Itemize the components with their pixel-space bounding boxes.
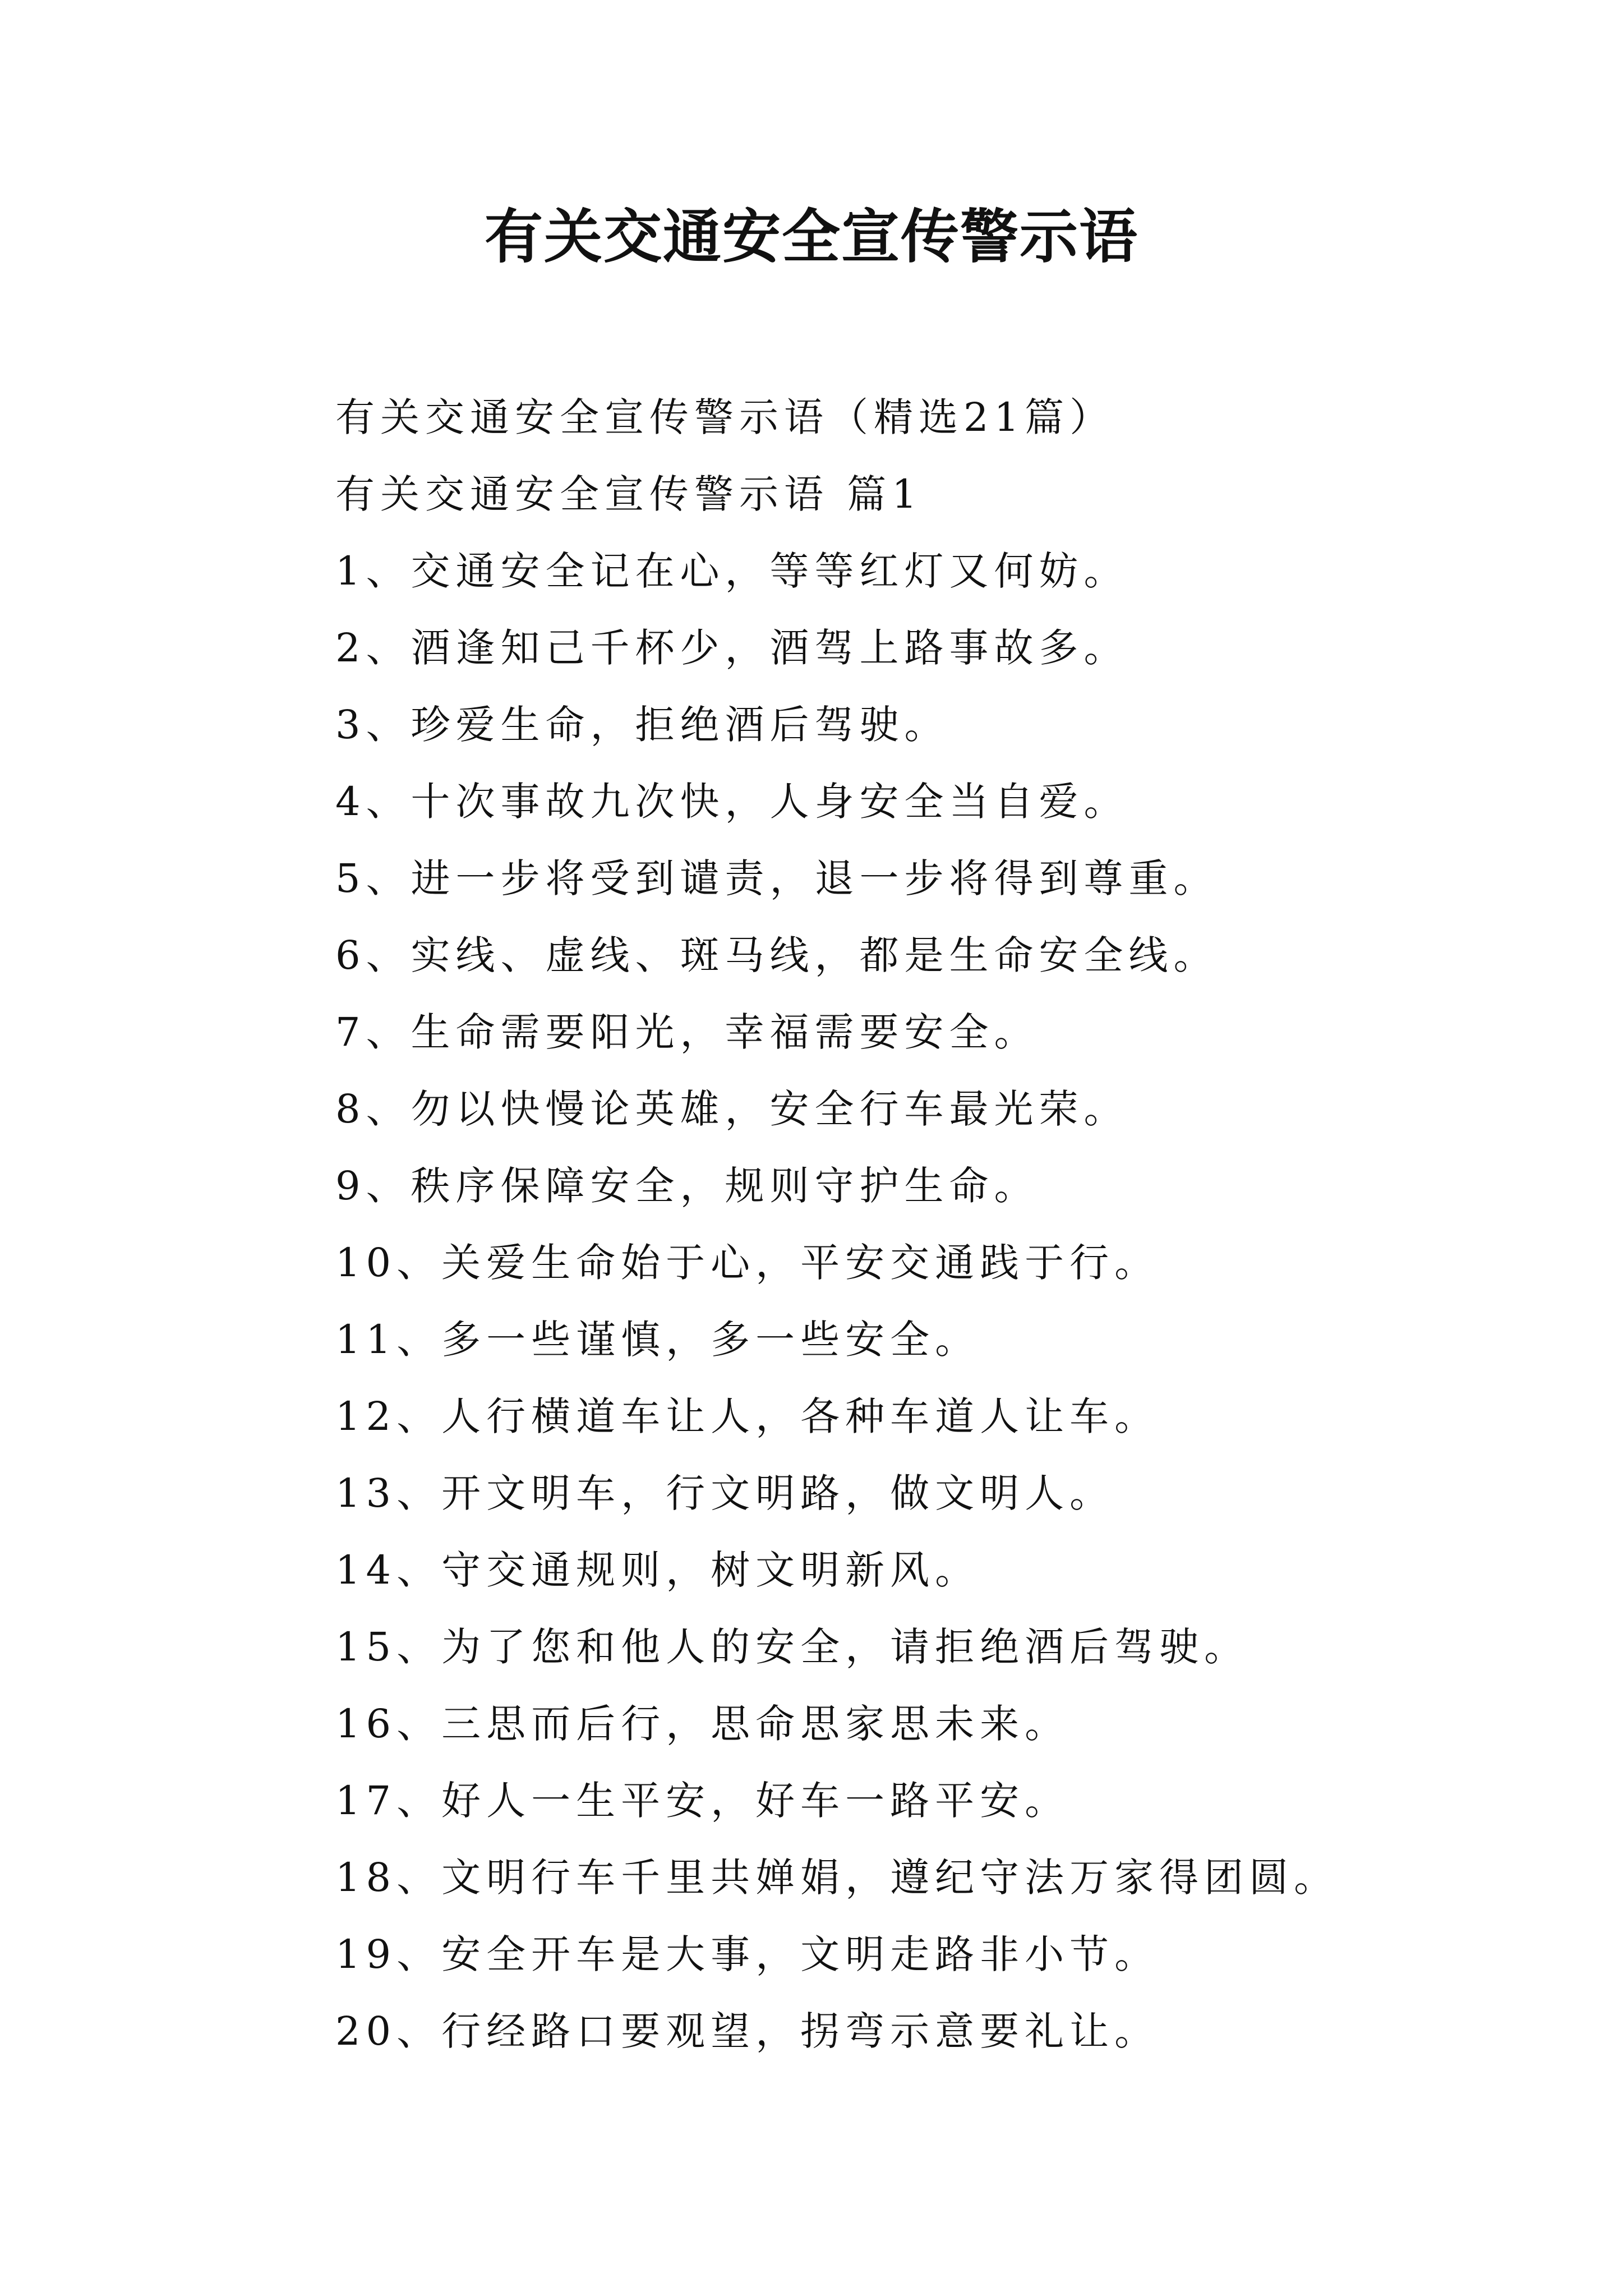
slogan-item-11: 11、多一些谨慎，多一些安全。 xyxy=(335,1317,980,1363)
slogan-item-2: 2、酒逢知己千杯少，酒驾上路事故多。 xyxy=(335,625,1129,671)
slogan-item-16: 16、三思而后行，思命思家思未来。 xyxy=(335,1701,1070,1747)
slogan-item-7: 7、生命需要阳光，幸福需要安全。 xyxy=(335,1009,1039,1055)
slogan-item-6: 6、实线、虚线、斑马线，都是生命安全线。 xyxy=(335,932,1219,978)
slogan-item-4: 4、十次事故九次快，人身安全当自爱。 xyxy=(335,779,1129,825)
slogan-item-13: 13、开文明车，行文明路，做文明人。 xyxy=(335,1470,1115,1516)
document-body xyxy=(335,379,1569,2070)
slogan-item-20: 20、行经路口要观望，拐弯示意要礼让。 xyxy=(335,2008,1160,2054)
slogan-item-19: 19、安全开车是大事，文明走路非小节。 xyxy=(335,1931,1160,1977)
slogan-item-9: 9、秩序保障安全，规则守护生命。 xyxy=(335,1163,1039,1209)
slogan-item-14: 14、守交通规则，树文明新风。 xyxy=(335,1547,980,1593)
document-title: 有关交通安全宣传警示语 xyxy=(484,202,1138,271)
slogan-item-5: 5、进一步将受到谴责，退一步将得到尊重。 xyxy=(335,855,1219,901)
section-heading: 有关交通安全宣传警示语 篇1 xyxy=(335,471,923,517)
slogan-item-1: 1、交通安全记在心，等等红灯又何妨。 xyxy=(335,548,1129,594)
slogan-item-17: 17、好人一生平安，好车一路平安。 xyxy=(335,1778,1070,1824)
slogan-item-3: 3、珍爱生命，拒绝酒后驾驶。 xyxy=(335,702,949,748)
slogan-item-18: 18、文明行车千里共婵娟，遵纪守法万家得团圆。 xyxy=(335,1855,1339,1901)
document-subtitle: 有关交通安全宣传警示语（精选21篇） xyxy=(335,394,1115,440)
slogan-item-12: 12、人行横道车让人，各种车道人让车。 xyxy=(335,1393,1160,1439)
slogan-item-8: 8、勿以快慢论英雄，安全行车最光荣。 xyxy=(335,1086,1129,1132)
slogan-item-10: 10、关爱生命始于心，平安交通践于行。 xyxy=(335,1240,1160,1286)
slogan-item-15: 15、为了您和他人的安全，请拒绝酒后驾驶。 xyxy=(335,1624,1249,1670)
